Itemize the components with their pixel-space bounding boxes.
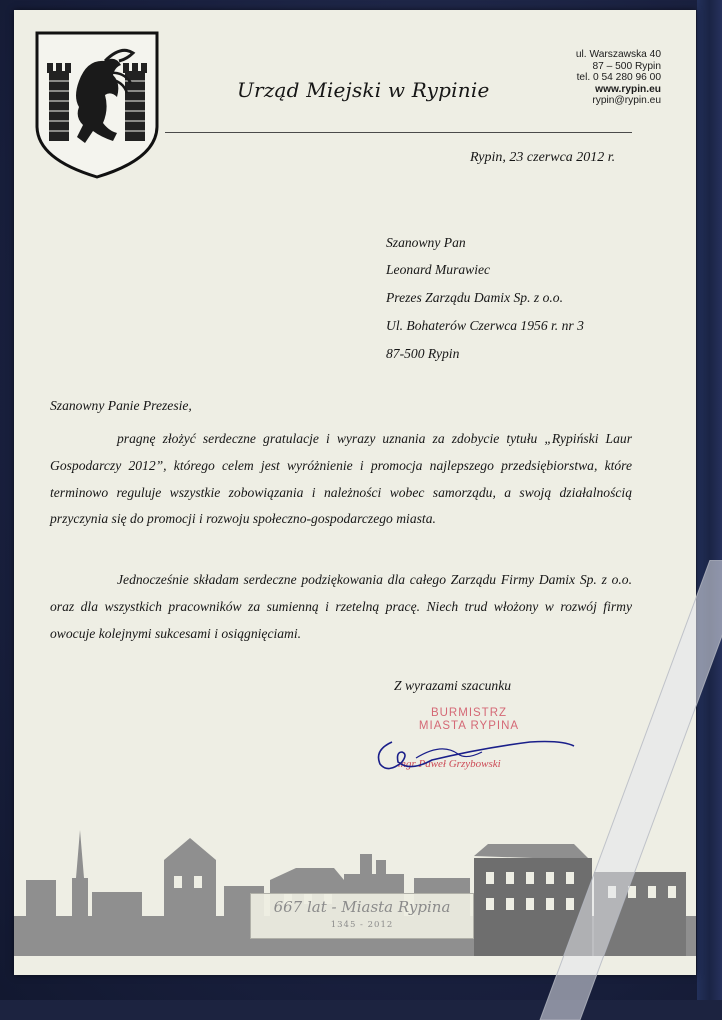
coat-of-arms-icon xyxy=(35,31,159,179)
contact-email: rypin@rypin.eu xyxy=(592,95,661,107)
recipient-salutation: Szanowny Pan xyxy=(386,235,466,250)
header-rule xyxy=(165,132,632,133)
recipient-city: 87-500 Rypin xyxy=(386,346,460,361)
paragraph-2: Jednocześnie składam serdeczne podziękowania dla całego Zarządu Firmy Damix Sp. z o.o. oraz dla wszystkich pracowników za sumienną i rzetelną pracę. Niech trud włożony w rozwój firmy owocuje kolejnymi sukcesami i osiągnięciami. xyxy=(50,572,632,641)
contact-website: www.rypin.eu xyxy=(595,83,661,95)
stamp-subtitle: MIASTA RYPINA xyxy=(418,720,520,732)
contact-phone: tel. 0 54 280 96 00 xyxy=(576,72,661,84)
stamp-title: BURMISTRZ xyxy=(430,707,508,719)
recipient-street: Ul. Bohaterów Czerwca 1956 r. nr 3 xyxy=(386,318,584,333)
contact-postal: 87 – 500 Rypin xyxy=(592,60,661,72)
paragraph-1: pragnę złożyć serdeczne gratulacje i wyrazy uznania za zdobycie tytułu „Rypiński Laur Gospodarczy 2012”, którego celem jest wyróżnienie i promocja najlepszego przedsiębiorstwa, które terminowo reguluje wszystkie zobowiązania i należności wobec samorządu, a swoją działalnością przyczynia się do promocji i rozwoju społeczno-gospodarczego miasta. xyxy=(50,431,632,527)
recipient-position: Prezes Zarządu Damix Sp. z o.o. xyxy=(386,290,563,305)
anniversary-title: 667 lat - Miasta Rypina xyxy=(273,898,451,916)
folder-corner-strap xyxy=(520,560,722,1020)
closing: Z wyrazami szacunku xyxy=(394,678,512,693)
greeting: Szanowny Panie Prezesie, xyxy=(50,398,192,413)
anniversary-banner xyxy=(250,893,474,939)
office-name: Urząd Miejski w Rypinie xyxy=(237,78,490,102)
date-line: Rypin, 23 czerwca 2012 r. xyxy=(470,150,616,165)
anniversary-years: 1345 - 2012 xyxy=(330,920,394,930)
signatory-name: mgr Paweł Grzybowski xyxy=(398,758,501,770)
contact-block xyxy=(576,49,661,107)
recipient-name: Leonard Murawiec xyxy=(386,262,491,277)
contact-street: ul. Warszawska 40 xyxy=(575,49,661,60)
